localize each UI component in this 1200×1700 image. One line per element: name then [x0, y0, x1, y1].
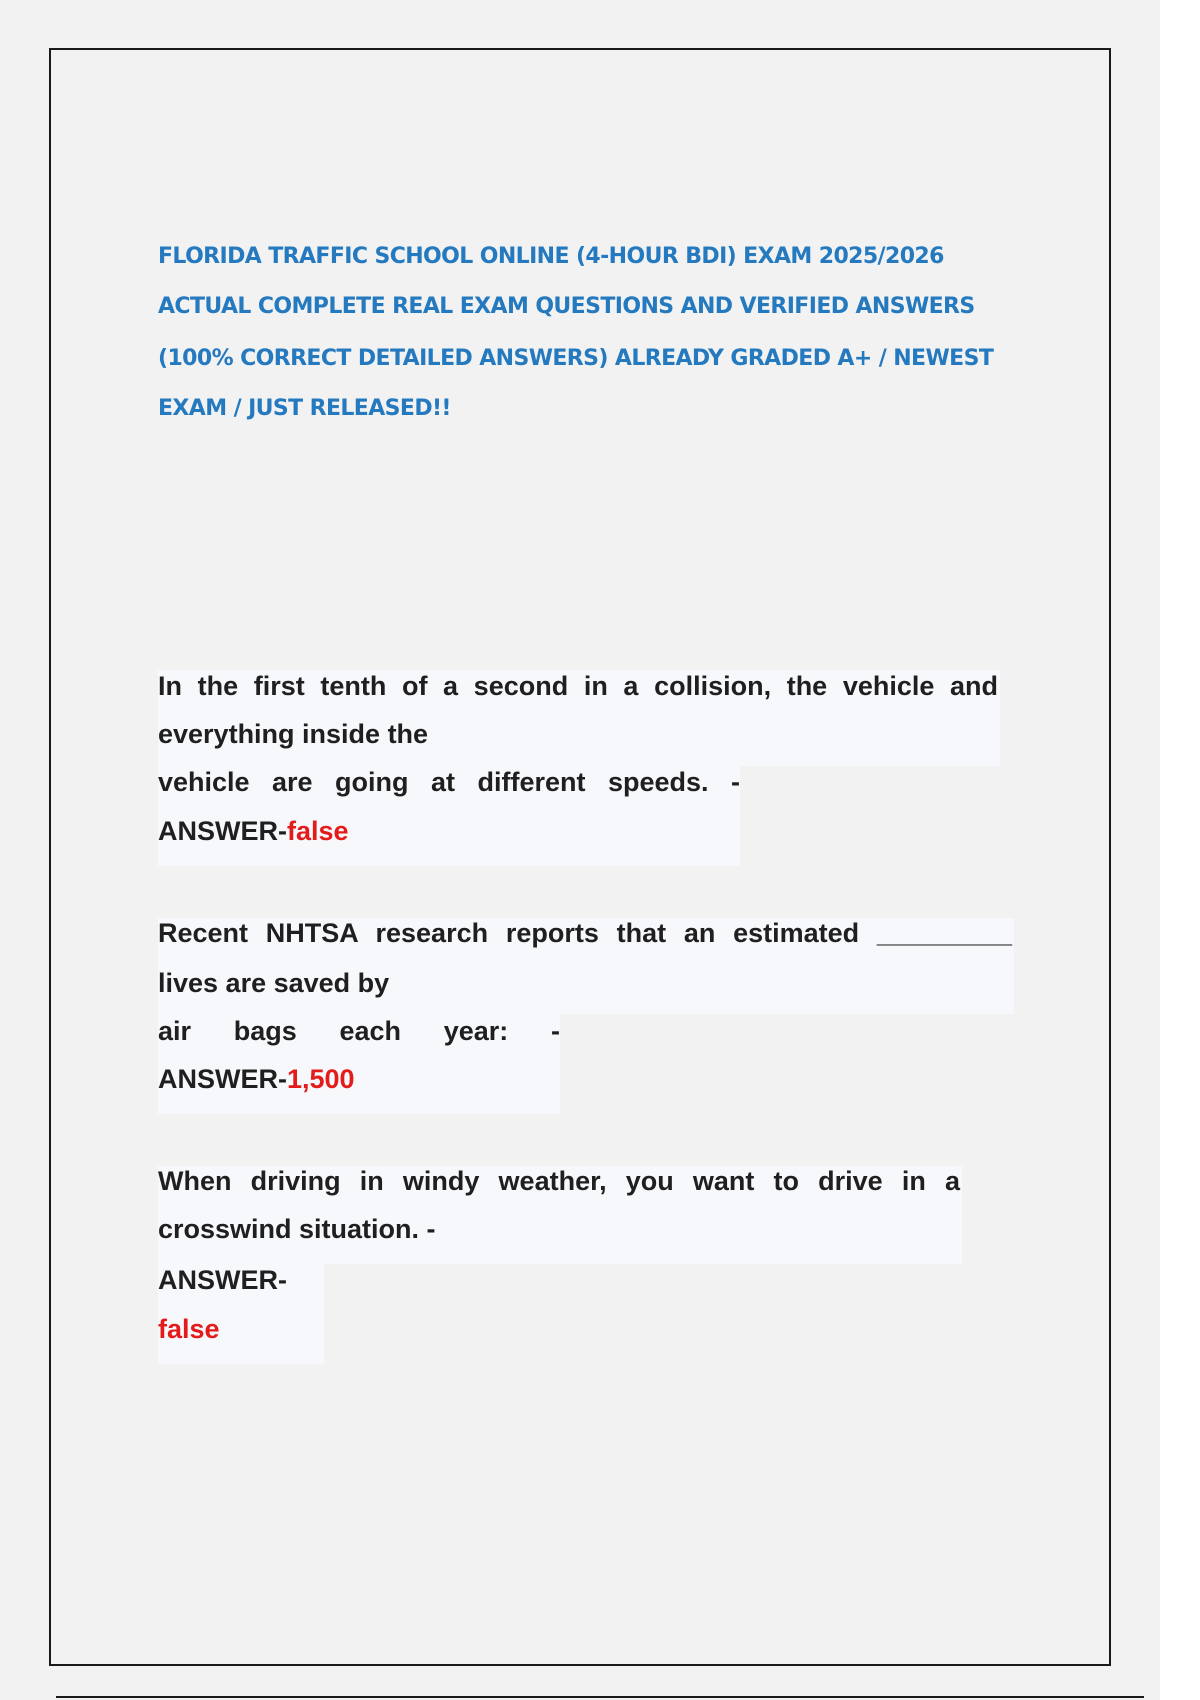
question-2-line-1: Recent NHTSA research reports that an estimated _________ [158, 918, 1012, 948]
question-1-line-1: In the first tenth of a second in a collision, the vehicle and [158, 671, 998, 701]
question-2-line-2: lives are saved by [158, 968, 390, 998]
question-3-answer-value: false [158, 1314, 220, 1344]
question-1-line-2: everything inside the [158, 719, 429, 749]
question-3-answer-label: ANSWER- [158, 1265, 287, 1295]
document-title-line-1: FLORIDA TRAFFIC SCHOOL ONLINE (4-HOUR BDI) EXAM 2025/2026 [158, 244, 944, 269]
right-margin-strip [1160, 0, 1200, 1700]
answer-value: 1,500 [287, 1064, 355, 1094]
document-title-line-3: (100% CORRECT DETAILED ANSWERS) ALREADY GRADED A+ / NEWEST [158, 346, 994, 371]
next-page-top-border [56, 1696, 1144, 1698]
question-2-answer [158, 1064, 355, 1095]
answer-label: ANSWER- [158, 1064, 287, 1094]
question-3-line-1: When driving in windy weather, you want to drive in a [158, 1166, 960, 1196]
answer-value: false [287, 816, 349, 846]
question-1-answer [158, 816, 349, 847]
question-3-line-2: crosswind situation. - [158, 1214, 436, 1244]
question-2-line-3: air bags each year: - [158, 1016, 560, 1046]
document-title-line-2: ACTUAL COMPLETE REAL EXAM QUESTIONS AND VERIFIED ANSWERS [158, 294, 975, 319]
document-title-line-4: EXAM / JUST RELEASED!! [158, 396, 451, 421]
answer-label: ANSWER- [158, 816, 287, 846]
question-1-line-3: vehicle are going at different speeds. - [158, 767, 740, 797]
